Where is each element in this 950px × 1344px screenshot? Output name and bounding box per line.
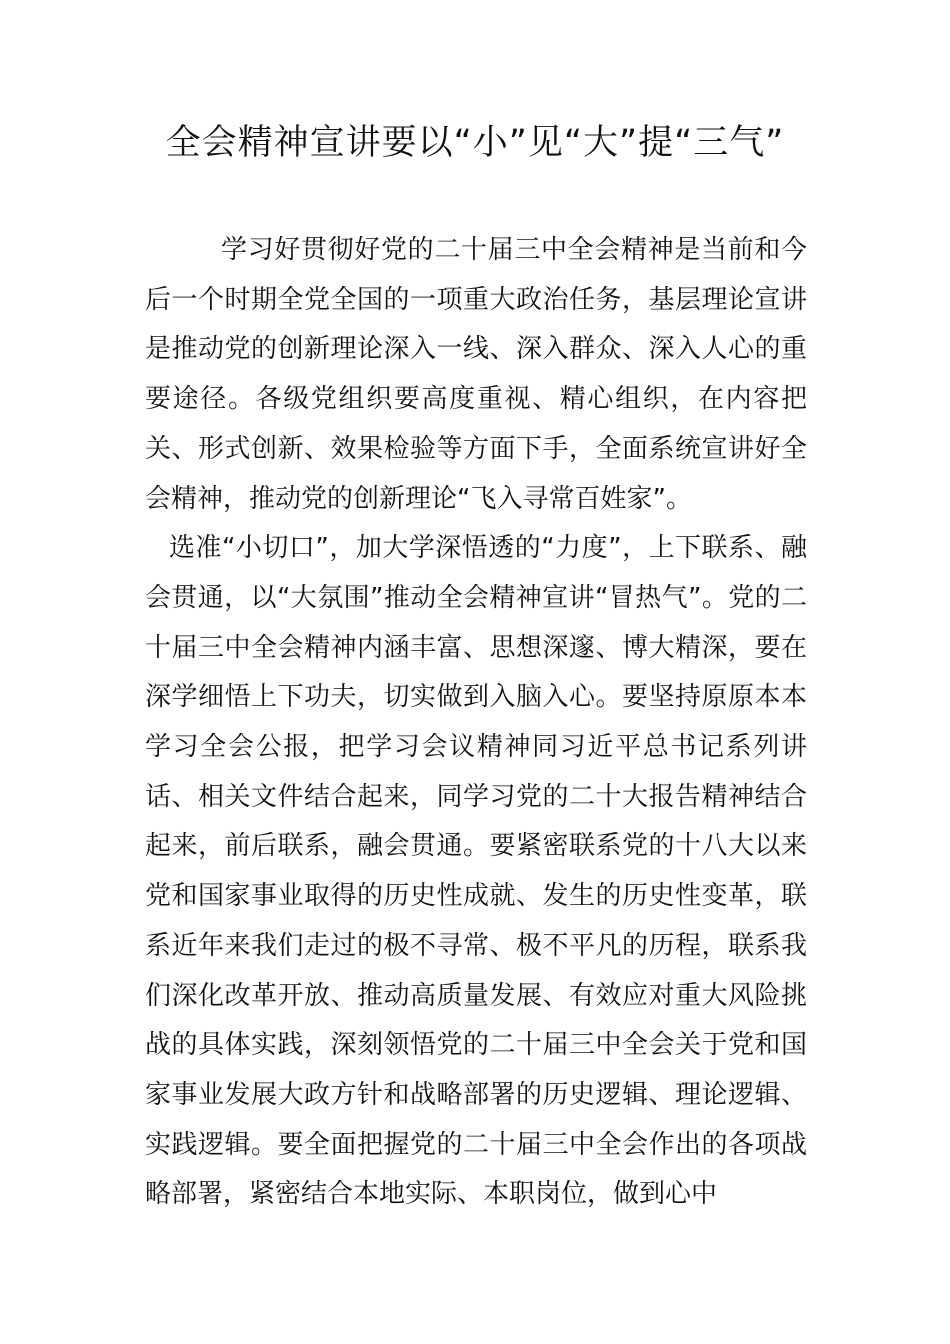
body-paragraph-1: 学习好贯彻好党的二十届三中全会精神是当前和今后一个时期全党全国的一项重大政治任务，基层理论宣讲是推动党的创新理论深入一线、深入群众、深入人心的重要途径。各级党组织要高度重视、精心组织，在内容把关、形式创新、效果检验等方面下手，全面系统宣讲好全会精神，推动党的创新理论“飞入寻常百姓家”。 — [145, 235, 807, 514]
document-body — [145, 226, 807, 1220]
body-paragraph-2: 选准“小切口”，加大学深悟透的“力度”，上下联系、融会贯通，以“大氛围”推动全会精神宣讲“冒热气”。党的二十届三中全会精神内涵丰富、思想深邃、博大精深，要在深学细悟上下功夫，切实做到入脑入心。要坚持原原本本学习全会公报，把学习会议精神同习近平总书记系列讲话、相关文件结合起来，同学习党的二十大报告精神结合起来，前后联系，融会贯通。要紧密联系党的十八大以来党和国家事业取得的历史性成就、发生的历史性变革，联系近年来我们走过的极不寻常、极不平凡的历程，联系我们深化改革开放、推动高质量发展、有效应对重大风险挑战的具体实践，深刻领悟党的二十届三中全会关于党和国家事业发展大政方针和战略部署的历史逻辑、理论逻辑、实践逻辑。要全面把握党的二十届三中全会作出的各项战略部署，紧密结合本地实际、本职岗位，做到心中 — [145, 533, 807, 1210]
document-title: 全会精神宣讲要以“小”见“大”提“三气” — [165, 123, 785, 163]
